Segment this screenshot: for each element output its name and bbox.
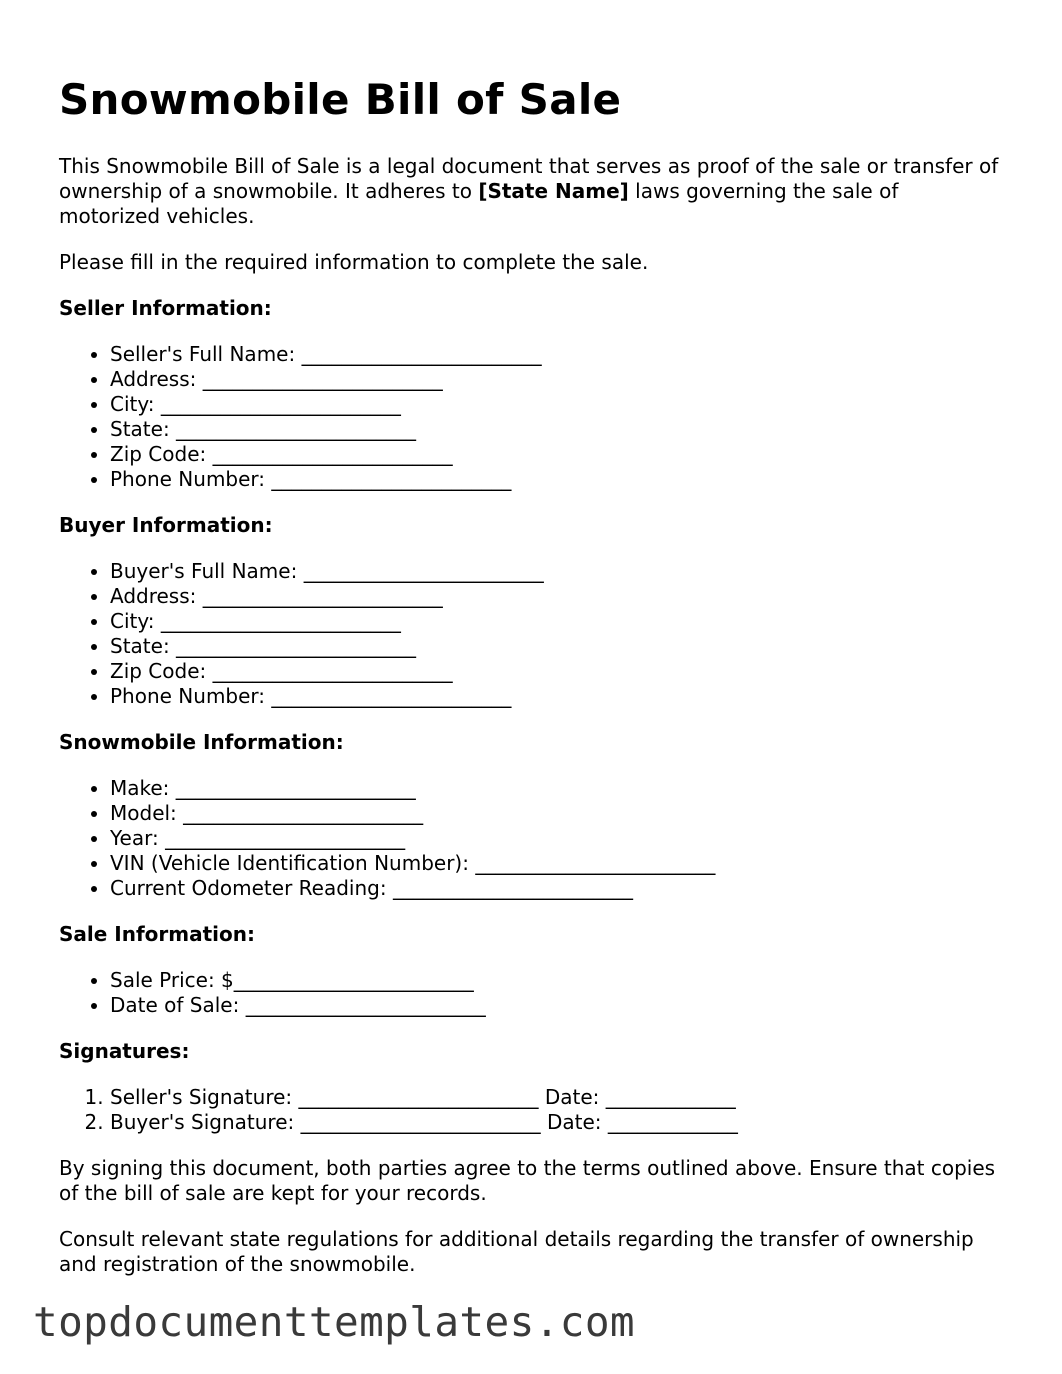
agreement-paragraph: By signing this document, both parties agree to the terms outlined above. Ensure that copies of the bill of sale are kept for your records. — [59, 1156, 996, 1205]
snowmobile-heading: Snowmobile Information: — [59, 730, 344, 754]
seller-signature-field: 1. Seller's Signature: ________________________ Date: _____________ — [110, 1085, 999, 1110]
buyer-city-field: • City: ________________________ — [110, 609, 999, 634]
seller-fields — [59, 342, 999, 492]
model-field: • Model: ________________________ — [110, 801, 999, 826]
instruction-paragraph: Please fill in the required information to complete the sale. — [59, 250, 649, 274]
buyer-address-field: • Address: ________________________ — [110, 584, 999, 609]
seller-heading: Seller Information: — [59, 296, 272, 320]
make-field: • Make: ________________________ — [110, 776, 999, 801]
vin-field: • VIN (Vehicle Identification Number): ________________________ — [110, 851, 999, 876]
seller-full-name-field: • Seller's Full Name: ________________________ — [110, 342, 999, 367]
seller-address-field: • Address: ________________________ — [110, 367, 999, 392]
date-of-sale-field: • Date of Sale: ________________________ — [110, 993, 999, 1018]
intro-text-after: laws governing the sale of motorized vehicles. — [59, 179, 899, 228]
document — [59, 72, 999, 1298]
buyer-state-field: • State: ________________________ — [110, 634, 999, 659]
buyer-phone-field: • Phone Number: ________________________ — [110, 684, 999, 709]
watermark: topdocumenttemplates.com — [33, 1298, 636, 1346]
signatures-heading: Signatures: — [59, 1039, 190, 1063]
sale-fields — [59, 968, 999, 1018]
state-name: [State Name] — [478, 179, 629, 203]
sale-heading: Sale Information: — [59, 922, 255, 946]
seller-city-field: • City: ________________________ — [110, 392, 999, 417]
seller-zip-field: • Zip Code: ________________________ — [110, 442, 999, 467]
seller-phone-field: • Phone Number: ________________________ — [110, 467, 999, 492]
buyer-zip-field: • Zip Code: ________________________ — [110, 659, 999, 684]
seller-state-field: • State: ________________________ — [110, 417, 999, 442]
buyer-full-name-field: • Buyer's Full Name: ________________________ — [110, 559, 999, 584]
intro-paragraph — [59, 154, 999, 229]
snowmobile-fields — [59, 776, 999, 901]
buyer-fields — [59, 559, 999, 709]
buyer-heading: Buyer Information: — [59, 513, 273, 537]
signature-fields — [59, 1085, 999, 1135]
page-title: Snowmobile Bill of Sale — [59, 75, 622, 124]
odometer-field: • Current Odometer Reading: ________________________ — [110, 876, 999, 901]
sale-price-field: • Sale Price: $________________________ — [110, 968, 999, 993]
consult-paragraph: Consult relevant state regulations for additional details regarding the transfer of ownership and registration of the snowmobile. — [59, 1227, 974, 1276]
intro-text-before: This Snowmobile Bill of Sale is a legal document that serves as proof of the sale or transfer of ownership of a snowmobile. It adheres to — [59, 154, 999, 203]
year-field: • Year: ________________________ — [110, 826, 999, 851]
buyer-signature-field: 2. Buyer's Signature: ________________________ Date: _____________ — [110, 1110, 999, 1135]
